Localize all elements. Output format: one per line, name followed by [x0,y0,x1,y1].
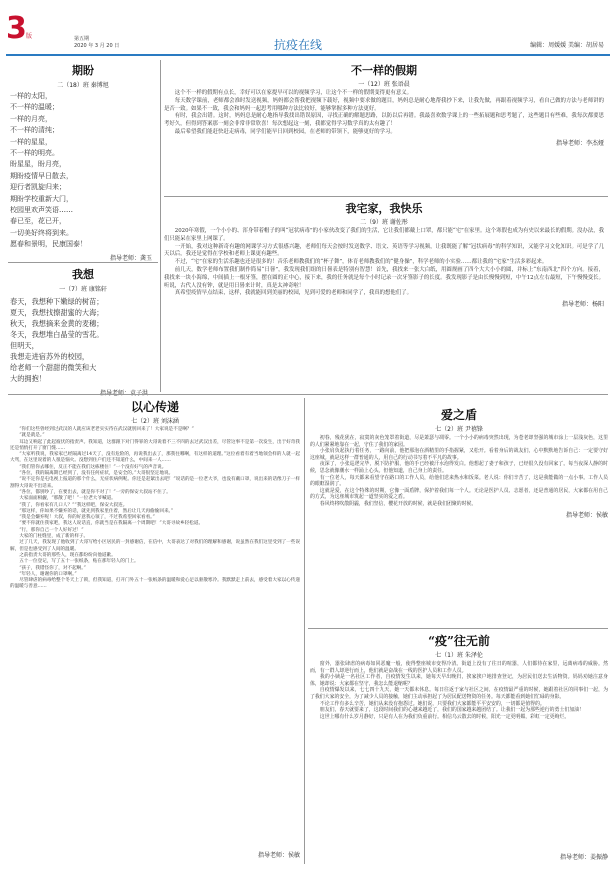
article-qipan [10,62,156,262]
page-header [6,11,610,54]
article-yi [310,632,608,720]
article-aizhiju [310,406,608,519]
paragraph: 初春，残花犹在，寂寞的灰色笼罩着街道，尽是萧瑟与凋零。一个小小的病毒突然出现，为苍老却坚强的城市涂上一层浅灰色，这里的人们紧紧地靠在一起，守住了我们的家园。 [310,435,608,448]
paragraph: 每天数学课前，老师都会准时发送视频，妈妈都会帮我把视频下载好，视频中要求做的题目，妈妈总是耐心地帮我抄下来，让我先做，再跟着视频学习，看自己做的方法与老师讲的是否一致。如果不一致，我会和妈妈一起思考用哪种方法比较好，能够掌握多种方法更好。 [164,97,604,112]
paragraph: 窗外，嚣张肆虐的病毒如同恶魔一般，使得整座城市变得冷清。街道上没有了往日的喧嚣，人们都待在家里，远离病毒的威胁。然而，有一群人却逆行而上，他们就是奋战在一线的医护人员和工作人员。 [310,661,608,674]
divider [8,262,158,263]
mentor-credit: 指导老师：姜振静 [559,854,608,861]
poem-line: 一切美好终将到来。 [10,228,73,237]
paragraph: 自疫情爆发以来，七七四十九天，她一天都未休息。每日往返于家与社区之间，在疫情最严重的时候，她跟着社区的同事们一起，为了我们大家的安全，为了减少人员的接触，她们主动承担起了为居民配送物资的任务。每天都能看到她们忙碌的身影。 [310,687,608,700]
article-title: 我想 [72,268,94,281]
page-number-suffix: 版 [26,33,33,40]
poem-line: 春天，我想种下嫩绿的树苗； [10,297,104,306]
poem-line: 愿春和景明，民康国泰！ [10,240,87,249]
poem-line: 盼星星，盼月亮， [10,160,66,169]
issue-info [74,36,119,50]
article-title: “疫”往无前 [428,634,490,648]
article-body [10,427,300,591]
article-byline: 七（2）班 尹禧锋 [435,426,483,433]
poem-line: 期盼学校重新大门， [10,194,73,203]
poem-line: 一样的月亮， [10,114,52,123]
paragraph: “孩子，我错怪你了，对不起啊。” [19,565,86,571]
paragraph: 这就是爱，在这个特殊的时期，它像一面盾牌，保护着我们每一个人。无论是医护人员、志愿者，还是普通的居民，大家都在用自己的方式，为这座城市筑起一道坚实的爱之盾。 [310,487,608,501]
issue-no: 第五期 [74,36,90,42]
article-body [310,435,608,508]
divider [8,394,608,395]
mentor-credit [10,388,156,397]
poem-line: 大的拥抱！ [10,374,46,383]
paragraph: “我了，你看家有几口人？”“我这样吧，保安大叔连。 [19,502,128,508]
paragraph: 前几天，数学老师布置我们制作简易“日晷”，我发现我们组的日晷表是特别有智慧！首先，我找来一张大白纸，用圆规画了四个大大小小的圆，并标上“东南西北”四个方向。接着，我找来一块小海绵，中间插上一根牙签，摆在圆的正中心，接下来，我的任务就是每个小时记录一次牙签影子的长度。我发现影子是由长慢慢到短，中午12点左右最短，下午慢慢变长。听说，古代人没有钟，就是用日晷来计时，真是太神奇啦！ [164,266,604,289]
poem-line: 一样的太阳， [10,92,52,100]
poem-line: 不一样的清纯； [10,126,59,135]
paragraph: 有时，我会出错。这时，妈妈总是耐心地指导我找出错误原因，寻找正确的解题思路，以防以后再错。我最喜欢数学课上的一些拓展题和思考题了，这些题目有些难，我每次都要思考好久，但得到答案那一刻会非常非常欣喜！每次想起这一刻，我都觉得学习数学真的太有趣了！ [164,113,604,128]
paragraph: 大家的门柱缝里，成了新的样子。 [19,534,89,540]
divider [304,398,305,864]
page-number: 3 [6,11,27,46]
article-byline: 二（18）班 秦博旭 [57,82,109,89]
paragraph: 真希望疫情早点结束，这样，我就能回到美丽的校园，见到可爱的老师和同学了，我真的想他们了。 [174,290,412,297]
paragraph: 之前指责大哥的那些人，现在都纷纷向他道歉。 [19,552,116,558]
paragraph: 我的小姨是一名社区工作者，自疫情发生以来，她每天早出晚归，挨家挨户地排查登记，为居民们送去生活物资。妈妈劝她注意身体，她却说：大家都在坚守，我怎么能退缩呢？ [310,674,608,687]
article-title: 我宅家，我快乐 [345,202,423,215]
poem-line: 冬天，我想堆白晶莹的雪花。 [10,330,104,339]
paragraph: 尽管肆虐的病毒给整个冬天上了锁，但我知道，打开门外五十一张纸条的温暖和爱心足以驱散寒冷。我默默走上前去，感受着大家以心传递的温暖与善意…… [10,578,300,590]
article-byline: 一（7）班 康铭轩 [59,286,107,293]
article-title: 爱之盾 [440,408,477,422]
mentor-credit: 指导老师：杨阳 [561,301,604,309]
poem-line: 春已至，花已开， [10,217,66,226]
paragraph: 这个不一样的假期有点长，幸好可以在家提早可以的视频学习，让这个不一样的假期变得更有意义。 [174,90,412,96]
mentor-credit: 指导老师：龚玉 [109,254,152,262]
poem-line: 期盼疫情早日散去， [10,171,73,180]
poem-line: 不一样的明亮。 [10,149,59,158]
paragraph: 耳边又响起了此起彼伏的指责声。我知道，这群跟下对门得罪的大哥说着不三不四的去过武汉出差，尽管这事不是第一次发生，出于好奇我还是悄悄打开了窗门缝…… [10,439,300,451]
header-rule [6,54,610,56]
article-title: 期盼 [72,64,94,77]
paragraph: “要不你就住我家吧，我这人说话直，你就当是在我隔离一个周期吧！”大哥寻故乡轻松道。 [19,521,204,527]
article-title: 不一样的假期 [351,64,417,77]
mentor-credit: 指导老师：李杰娅 [555,139,604,147]
paragraph: 五十一位登记，写了五十一张纸条，贴在那年轻人的门上。 [19,559,139,565]
paragraph: 这世上哪有什么岁月静好，只是有人在为我们负重前行。相信乌云散去的时候，阳光一定更明媚，彩虹一定更绚烂。 [319,713,570,720]
paragraph: 朋友们，春天就要来了，这段时间我们的心越来越近了，我们的国家越来越团结了。让我们一起为那些逆行的勇士们加油！ [319,707,584,714]
paragraph: “说不定你是屯电视上报道的那个什么，无症状病例呢。你还是赶紧出去吧！”说话的是一位老大爷，也没有戴口罩，说出来的话像刀子一样割得大哥说不出话来。 [10,477,300,489]
issue-date: 2020 年 3 月 20 日 [74,43,120,49]
divider [308,628,608,629]
poem-line: 迎行者凯旋归来； [10,183,66,192]
paragraph: 有一位老人，每天都来看望守在路口的工作人员，给他们送来热水和饭菜。老人说：你们辛苦了，这是我能做的一点小事。工作人员的眼眶湿润了。 [310,474,608,488]
poem-body [10,91,156,251]
paragraph: “大家听我说，我家家已经隔离过14天了，没有危险的，再说我出去了，那我往哪啊，有这样的道理。”这位看着有着当地领会样的人就一起大骂，在这里说着的人很是恼火。没想到住户们还不知道什么，中间来一人…… [10,452,300,464]
mentor-credit: 指导老师：侯敏 [565,511,608,519]
section-title: 抗疫在线 [274,38,323,52]
poem-line: 夏天，我想找擦甜蜜的大海； [10,308,104,317]
divider [164,196,608,197]
mentor-credit: 指导老师：侯敏 [257,852,300,859]
paragraph: “你们这些曾经到过武汉的人就应该老老实实待在武汉就别回来了！大家说是不是啊？” [19,427,194,432]
paragraph: 最后希望我们能赶快赶走病毒，同学们能早日回到校园，在老师的带领下，能够更好的学习。 [174,128,396,135]
poem-line: 校园里欢声笑语…… [10,206,73,215]
paragraph: 2020年寒假，一个小小的、浑身带着帽子的叫“冠状病毒”的小家伙改变了我们的生活，它让我们都戴上口罩，都只能“宅”在家里。这个寒假也成为有史以来最长的假期。没办法，我们只能呆在家里上网课了。 [164,228,604,242]
article-buyiyang [164,62,604,147]
paragraph: 小张肩负起执行着任务，一路向前，他把那泡在酒精里的手指握紧，又松开。看着身后的战友们，心中默默地告诉自己：一定要守好这座城。就是这样一群普通的人，用自己的行动书写着不平凡的故事。 [310,448,608,461]
paragraph: “我们管你去哪住，反正不能在我们这栋楼住！”一个没有好气的声音说。 [19,464,167,470]
paragraph: “行，那你自己一个人好好过！” [19,527,84,533]
article-body [164,228,604,298]
poem-body [10,296,156,384]
paragraph: 不过，“宅”在家的生活乐趣也还是很多的！音乐老师教我们的“杯子舞”，体育老师教我们的“健身操”，科学老师的小实验……都让我的“宅家”生活多彩起来。 [174,259,548,266]
article-woxiang [10,266,156,397]
paragraph: 大家面面相觑，“那散了吧！”一位老大爷喊道。 [19,496,116,502]
paragraph: “那这样，你如果不嫌弃的话，就先到我家里住着，然后让几天再偷偷回来。” [19,508,174,514]
poem-line: 但明天， [10,341,39,350]
paragraph: 春风终将吹散阴霾，我们坚信，樱花开放的时候，就是我们团聚的时候。 [319,500,477,507]
paragraph: “各位，都别吵了，在要出去，就是你不对了！”一旁的保安大叔站不住了。 [19,489,171,495]
paragraph: 夜深了，小张巡逻完毕，脱下防护服，他的手已经被汗水泡得发白。他想起了妻子和孩子，已经很久没有回家了。每当夜深人静的时候，思念就像潮水一样涌上心头。但他知道，自己身上的责任。 [310,461,608,474]
article-byline: 七（1）班 朱泽伦 [435,652,483,659]
article-title: 以心传递 [130,400,179,414]
poem-line: 秋天，我想摘来金黄的麦穗； [10,319,104,328]
article-byline: 七（2）班 刘沫涵 [131,418,179,425]
poem-line: 给老师一个甜甜的微笑和大 [10,363,97,372]
poem-line: 不一样的温暖； [10,103,59,112]
paragraph: “就是就是。” [19,433,45,439]
editors-credit: 编辑：周媛媛 美编：胡居易 [530,42,604,49]
poem-line: 我想走进宿苏外的校园， [10,352,90,361]
article-body [310,661,608,720]
article-byline: 二（9）班 谢佐彤 [360,219,408,226]
article-body [164,90,604,137]
poem-line: 一样的星星， [10,137,52,146]
paragraph: 不论工作有多么辛苦，她们从来没有抱怨过。她们说，只要我们大家都能平平安安的，一切都是值得的。 [319,700,545,707]
article-aixin [10,398,300,591]
divider [160,60,161,392]
article-zhaijia [164,200,604,308]
paragraph: “我是会嫌弃呢！大叔，你的好意我心领了，不过我希望回家看看。” [19,515,155,521]
paragraph: “年轻人，谢谢你的口罩啊。” [19,571,77,577]
paragraph: “各位，我的隔离期已经到了，没有任何症状，是安全的。”大哥很坚定地说。 [19,471,174,477]
article-byline: 一（12）班 张语晨 [358,81,410,88]
paragraph: 过了几天，我发现了他收到了大哥写给小区居民的一封感谢信，在信中，大哥表达了对我们的理解和感谢，说虽然在我们这里受到了一些误解，但是也感受到了人间的温暖。 [10,540,300,552]
paragraph: 一开始，我对这种新奇有趣的网课学习方式很感兴趣，老师们每天会按时发送数学、语文、英语等学习视频，让我既能了解“冠状病毒”的科学知识，又能学习文化知识。可是学了几天以后，我还是觉得在学校和老师上课更有趣些。 [164,243,604,258]
